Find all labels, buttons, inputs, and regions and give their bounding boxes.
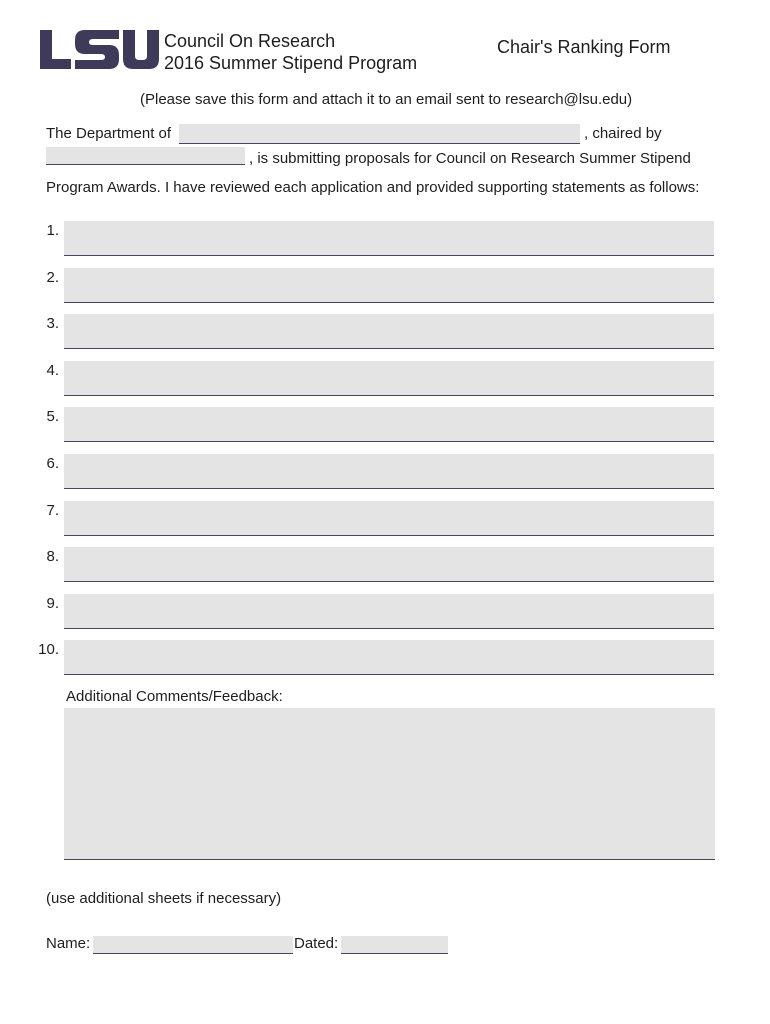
rank-field-9[interactable] [64,594,714,629]
rank-number-2: 2. [46,269,59,286]
rank-field-8[interactable] [64,547,714,582]
form-title: Chair's Ranking Form [497,37,671,57]
additional-sheets-note: (use additional sheets if necessary) [46,890,282,907]
lsu-logo [37,29,161,71]
rank-field-6[interactable] [64,454,714,489]
name-field[interactable] [93,936,293,954]
rank-field-7[interactable] [64,501,714,536]
rank-field-5[interactable] [64,407,714,442]
rank-number-10: 10. [38,641,59,658]
program-title-line1: Council On Research [164,31,336,51]
rank-number-8: 8. [46,548,59,565]
program-title-line2: 2016 Summer Stipend Program [164,53,418,73]
date-field[interactable] [341,936,448,954]
comments-label: Additional Comments/Feedback: [66,688,283,705]
rank-number-7: 7. [46,502,59,519]
department-label: The Department of [46,125,172,142]
rank-number-1: 1. [46,222,59,239]
program-awards-text: Program Awards. I have reviewed each application and provided supporting statements as follows: [46,179,700,196]
rank-field-10[interactable] [64,640,714,675]
dated-label: Dated: [294,935,339,952]
rank-number-5: 5. [46,408,59,425]
submitting-text: , is submitting proposals for Council on Research Summer Stipend [249,150,691,167]
rank-number-9: 9. [46,595,59,612]
department-field[interactable] [179,124,580,144]
rank-field-1[interactable] [64,221,714,256]
comments-field[interactable] [64,708,715,860]
rank-field-3[interactable] [64,314,714,349]
name-label: Name: [46,935,91,952]
chair-name-field[interactable] [46,147,245,165]
rank-number-6: 6. [46,455,59,472]
instructions: (Please save this form and attach it to an email sent to research@lsu.edu) [140,91,633,108]
rank-field-4[interactable] [64,361,714,396]
rank-number-4: 4. [46,362,59,379]
rank-field-2[interactable] [64,268,714,303]
chaired-by-label: , chaired by [584,125,662,142]
rank-number-3: 3. [46,315,59,332]
